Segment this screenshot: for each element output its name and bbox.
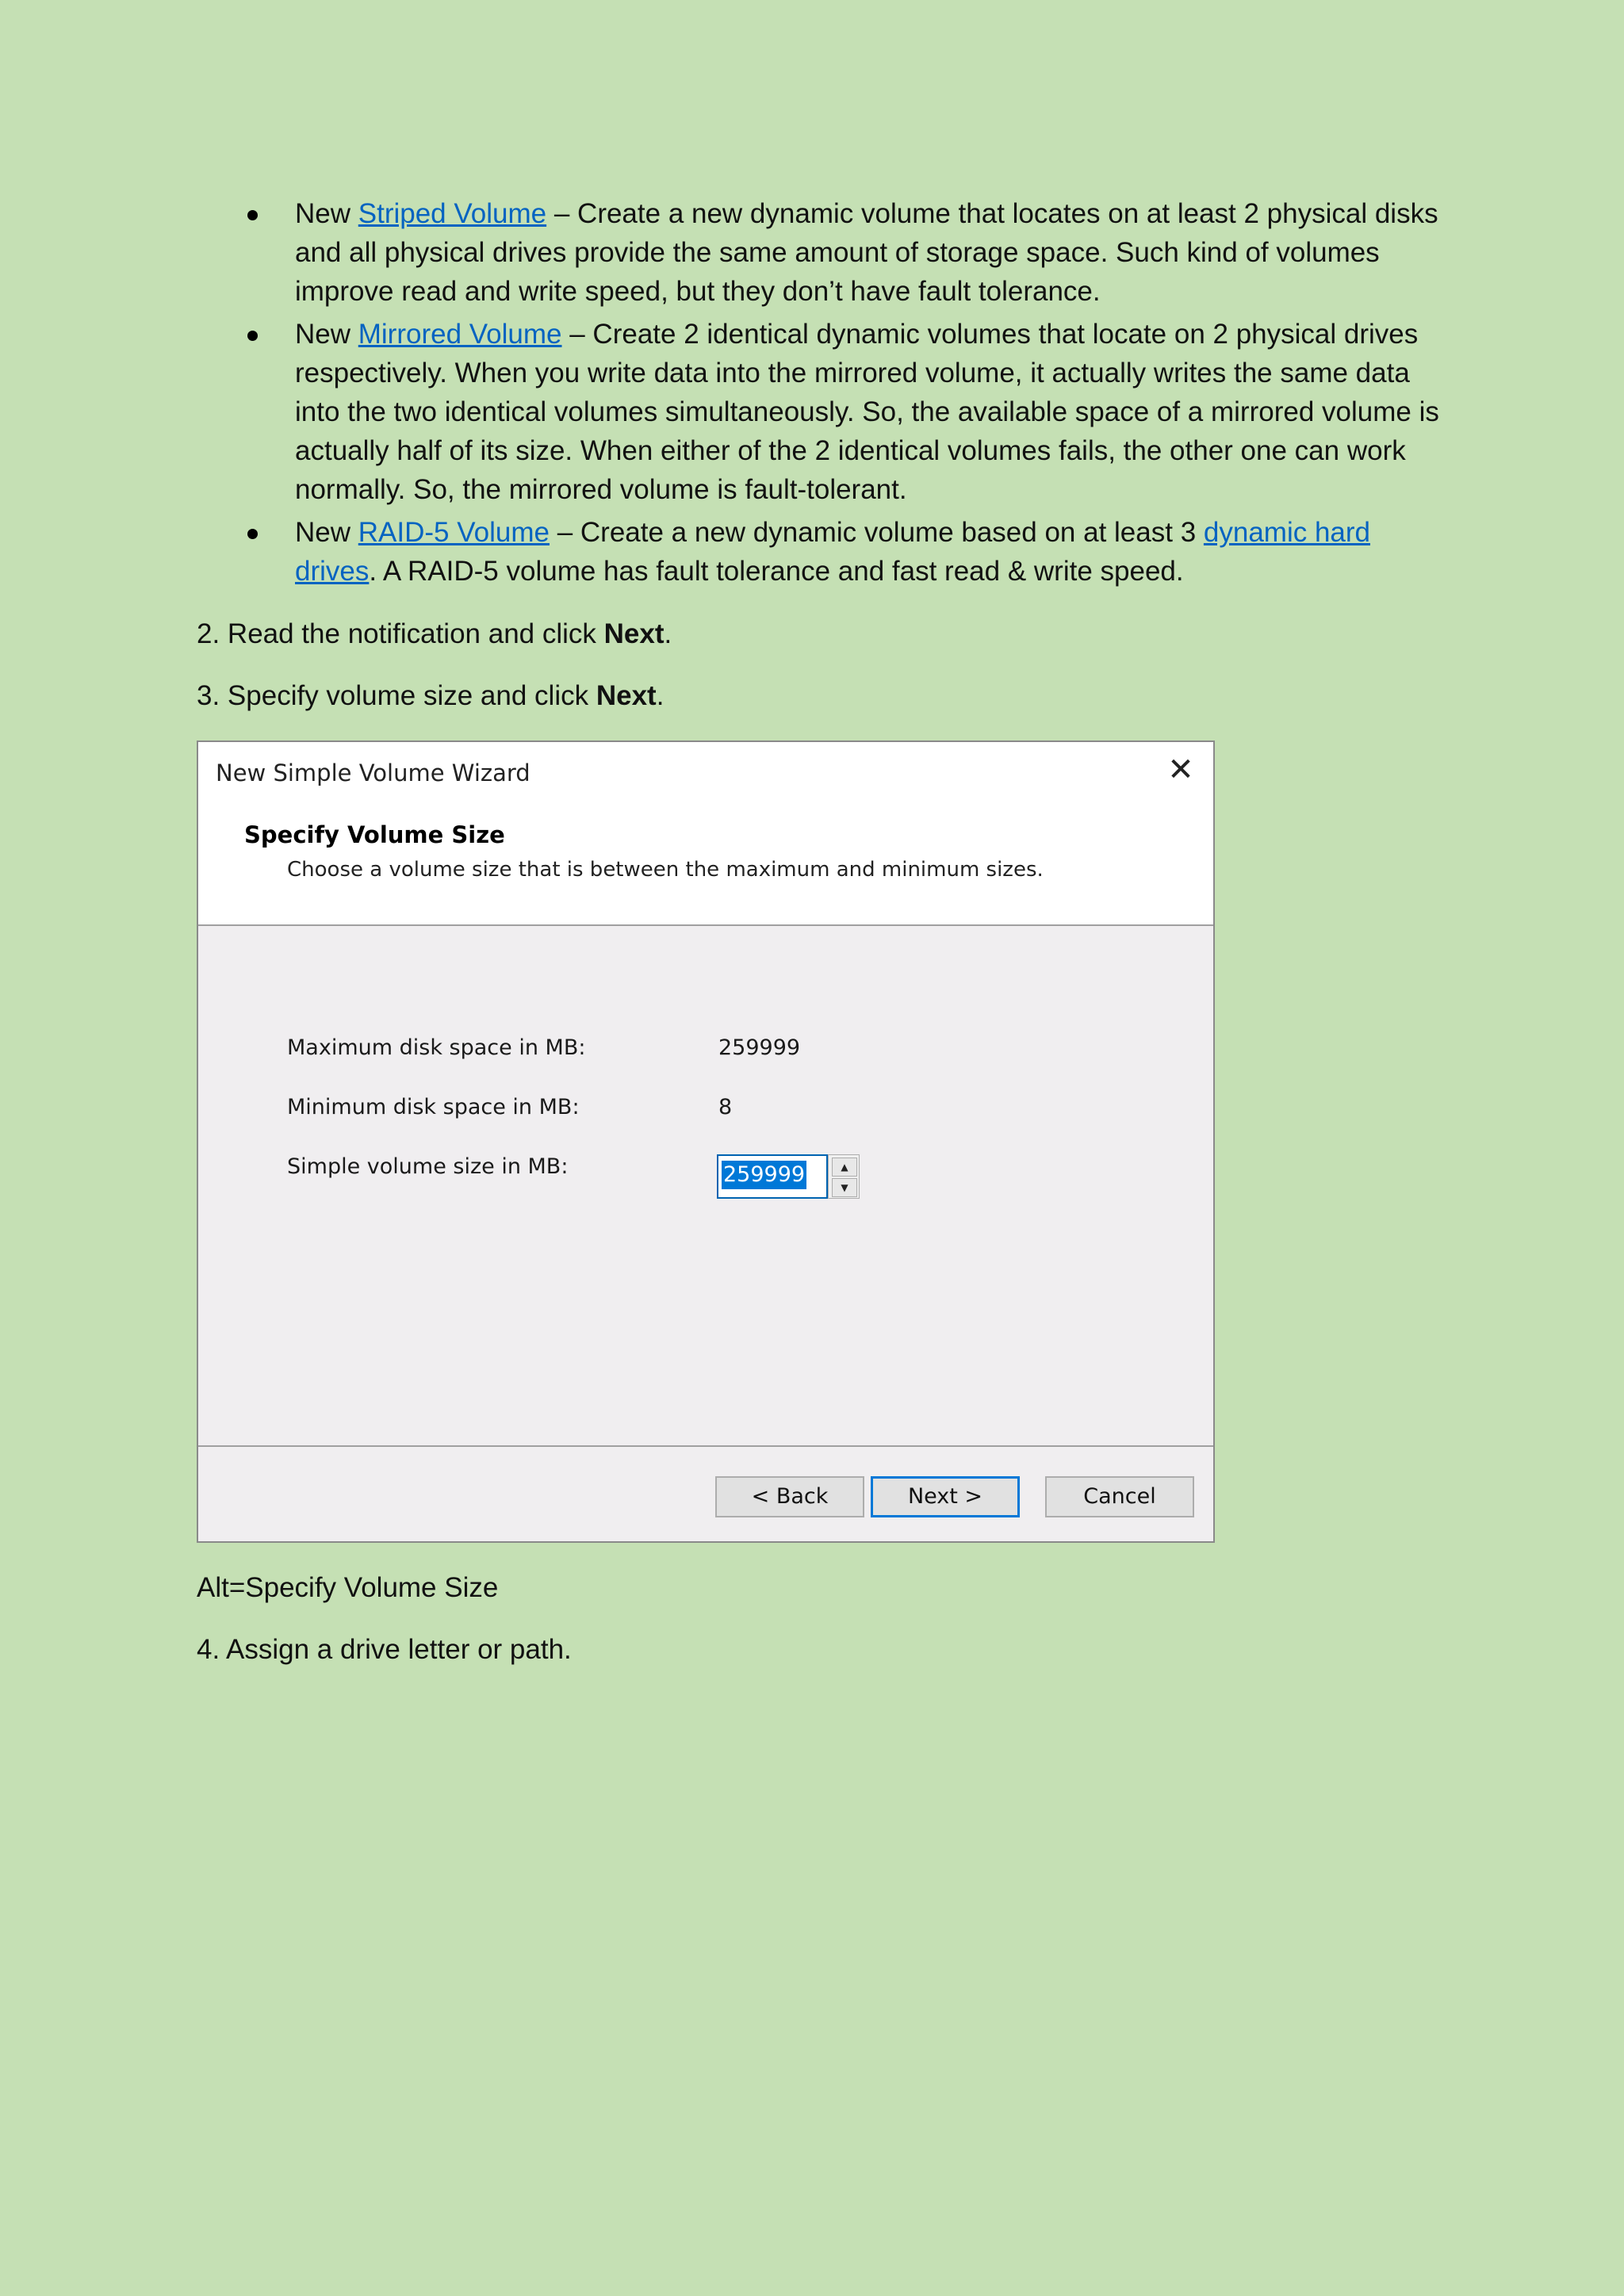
dialog-title: New Simple Volume Wizard <box>216 760 530 786</box>
bullet-dot <box>247 331 258 341</box>
step-4-text: 4. Assign a drive letter or path. <box>197 1634 572 1665</box>
stepper-buttons <box>828 1154 860 1199</box>
volume-size-stepper <box>717 1154 860 1199</box>
bullet-text: . A RAID-5 volume has fault tolerance and fast read & write speed. <box>369 556 1184 587</box>
cancel-button[interactable]: Cancel <box>1045 1476 1194 1517</box>
bullet-text: – Create a new dynamic volume based on at least 3 <box>549 517 1204 548</box>
wizard-heading: Specify Volume Size <box>244 821 505 848</box>
step-2-suffix: . <box>664 618 672 649</box>
list-item-striped <box>238 194 1443 311</box>
close-icon[interactable]: ✕ <box>1167 752 1194 788</box>
bullet-prefix: New <box>295 198 358 229</box>
striped-volume-link[interactable]: Striped Volume <box>358 198 547 229</box>
next-button[interactable]: Next > <box>871 1476 1020 1517</box>
back-button[interactable]: < Back <box>715 1476 864 1517</box>
step-3-prefix: 3. Specify volume size and click <box>197 680 596 711</box>
bullet-text: – Create a new dynamic volume that locates on at least 2 physical disks and all physical drives provide the same amount of storage space. Such kind of volumes improve read and write speed, but they don’t have fault tolerance. <box>295 198 1438 307</box>
raid5-volume-link[interactable]: RAID-5 Volume <box>358 517 550 548</box>
max-space-label: Maximum disk space in MB: <box>287 1035 586 1060</box>
step-2-prefix: 2. Read the notification and click <box>197 618 604 649</box>
bullet-text: – Create 2 identical dynamic volumes that locate on 2 physical drives respectively. When you write data into the mirrored volume, it actually writes the same data into the two identical volumes simultaneously. So, the available space of a mirrored volume is actually half of its size. When either of the 2 identical volumes fails, the other one can work normally. So, the mirrored volume is fault-tolerant. <box>295 319 1439 505</box>
bullet-dot <box>247 529 258 539</box>
list-item-mirrored <box>238 315 1443 509</box>
step-3-bold: Next <box>596 680 657 711</box>
volume-type-list <box>238 194 1443 595</box>
bullet-prefix: New <box>295 517 358 548</box>
wizard-subheading: Choose a volume size that is between the maximum and minimum sizes. <box>287 858 1044 882</box>
volume-size-label: Simple volume size in MB: <box>287 1154 569 1179</box>
volume-size-value: 259999 <box>722 1161 806 1189</box>
list-item-raid5 <box>238 513 1443 591</box>
bullet-prefix: New <box>295 319 358 350</box>
dialog-header <box>198 742 1213 926</box>
footer-divider <box>198 1445 1213 1447</box>
step-2-bold: Next <box>603 618 665 649</box>
min-space-label: Minimum disk space in MB: <box>287 1095 580 1119</box>
volume-size-input[interactable] <box>717 1154 828 1199</box>
min-space-value: 8 <box>718 1095 733 1119</box>
increment-arrow-icon[interactable]: ▲ <box>832 1158 857 1177</box>
bullet-dot <box>247 210 258 220</box>
volume-wizard-dialog <box>197 740 1215 1543</box>
dynamic-hard-drives-link[interactable]: dynamic hard drives <box>295 517 1370 587</box>
decrement-arrow-icon[interactable]: ▼ <box>832 1178 857 1197</box>
max-space-value: 259999 <box>718 1035 801 1060</box>
step-2-text <box>197 616 672 652</box>
step-3-suffix: . <box>656 680 665 711</box>
step-3-text <box>197 678 664 714</box>
alt-text-caption: Alt=Specify Volume Size <box>197 1572 499 1603</box>
mirrored-volume-link[interactable]: Mirrored Volume <box>358 319 562 350</box>
